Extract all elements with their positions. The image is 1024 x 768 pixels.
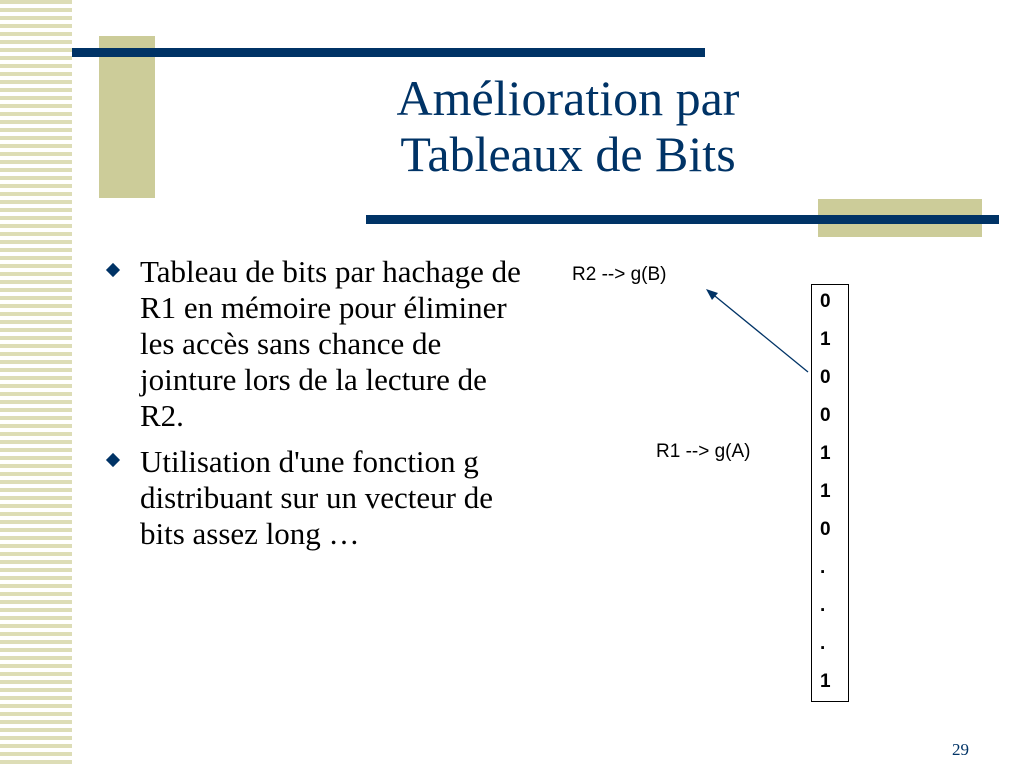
bit-cell: . xyxy=(820,633,826,654)
bit-cell: . xyxy=(820,595,826,616)
title-rule-top xyxy=(72,48,705,57)
slide-title xyxy=(300,70,836,182)
bullet-list xyxy=(102,254,522,562)
title-line-1: Amélioration par xyxy=(396,70,740,126)
bit-cell: 0 xyxy=(820,405,831,426)
bullet-text: Tableau de bits par hachage de R1 en mémoire pour éliminer les accès sans chance de jointure lors de la lecture de R2. xyxy=(140,254,521,433)
bit-cell: 1 xyxy=(820,443,831,464)
bit-cell: 1 xyxy=(820,671,831,692)
bullet-item xyxy=(102,444,522,552)
label-r1-hash: R1 --> g(A) xyxy=(656,441,751,462)
bullet-text: Utilisation d'une fonction g distribuant sur un vecteur de bits assez long … xyxy=(140,444,493,551)
page-number: 29 xyxy=(952,740,969,759)
bit-cell: . xyxy=(820,557,826,578)
bit-cell: 0 xyxy=(820,291,831,312)
left-stripe-decoration xyxy=(0,0,72,768)
title-rule-bottom xyxy=(366,215,999,224)
label-r2-hash: R2 --> g(B) xyxy=(572,264,667,285)
bit-cell: 0 xyxy=(820,367,831,388)
arrow-icon xyxy=(690,280,820,390)
bit-cell: 1 xyxy=(820,481,831,502)
bit-cell: 1 xyxy=(820,329,831,350)
bit-cell: 0 xyxy=(820,519,831,540)
diamond-bullet-icon xyxy=(106,263,120,277)
decor-block-top xyxy=(99,36,155,198)
bullet-item xyxy=(102,254,522,434)
bit-vector xyxy=(811,284,849,702)
title-line-2: Tableaux de Bits xyxy=(400,126,736,182)
diamond-bullet-icon xyxy=(106,453,120,467)
